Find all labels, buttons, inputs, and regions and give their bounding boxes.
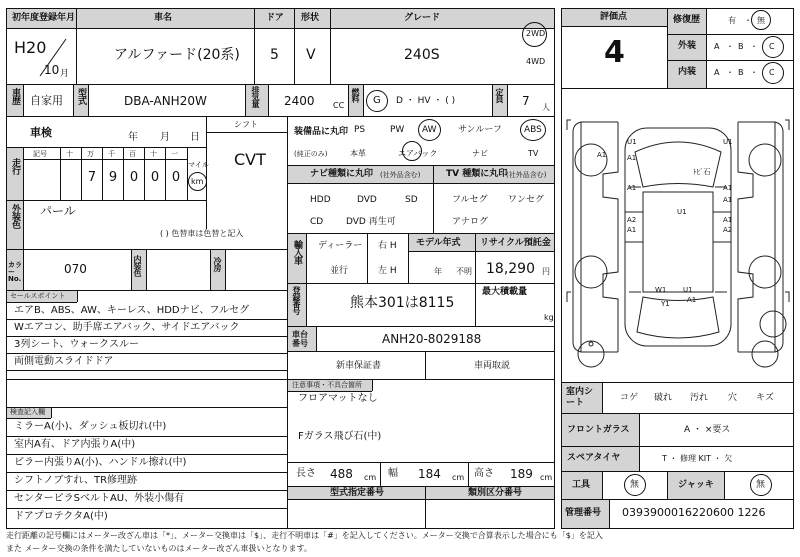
- damage-mark: U1: [683, 286, 693, 294]
- equip-item-tv: TV: [528, 149, 539, 158]
- import-rh: 右 H: [378, 241, 397, 251]
- interior-color-label: 内装色: [133, 255, 142, 276]
- notes-label: 注意事項・不具合箇所: [292, 381, 362, 389]
- first-reg-header: 初年度登録年月: [12, 13, 76, 23]
- tools-value: 無: [630, 480, 640, 490]
- damage-mark: A1: [687, 296, 697, 304]
- color-note: ( ) 色替車は色替と記入: [160, 229, 244, 238]
- ext-dot: ・: [726, 42, 734, 51]
- equip-item-leather: 本革: [350, 149, 366, 158]
- height-unit: cm: [540, 473, 553, 482]
- displacement-label: 排気量: [251, 86, 260, 107]
- int-a: A: [714, 68, 720, 77]
- height-value: 189: [510, 467, 533, 481]
- import-dealer: ディーラー: [318, 241, 363, 251]
- warranty-cert: 新車保証書: [336, 361, 382, 371]
- use-value: 自家用: [30, 94, 63, 107]
- interior-item: 穴: [728, 393, 738, 403]
- import-lh: 左 H: [378, 266, 397, 276]
- footer-note: また メーター交換の条件を満たしていないものはメーター改ざん車扱いとなります。: [6, 544, 312, 553]
- place-3: 百: [129, 150, 136, 158]
- spare-tire-label: スペアタイヤ: [567, 453, 621, 463]
- damage-mark: A1: [723, 184, 733, 192]
- nav-item-dvd-play: DVD 再生可: [346, 217, 396, 227]
- equip-item-navi: ナビ: [472, 149, 488, 158]
- front-glass-label: フロントガラス: [567, 425, 630, 435]
- length-value: 488: [330, 467, 353, 481]
- tv-title: TV 種類に丸印: [446, 169, 508, 179]
- shaken-label: 車検: [30, 126, 52, 139]
- equip-item-ps: PS: [354, 125, 366, 135]
- reg-month-unit: 月: [60, 69, 70, 79]
- damage-mark: U1: [723, 138, 733, 146]
- nav-sub: (社外品含む): [380, 171, 421, 179]
- recycle-label: リサイクル預託金: [480, 238, 551, 248]
- place-0: 十: [66, 150, 73, 158]
- jack-label: ジャッキ: [678, 480, 714, 490]
- model-year-unknown: 不明: [456, 267, 472, 276]
- car-name-value: アルファード(20系): [114, 47, 240, 63]
- sales-line: 3列シート、ウォークスルー: [14, 339, 139, 350]
- grade-value: 240S: [404, 47, 440, 63]
- drive-2wd: 2WD: [526, 29, 546, 38]
- shaken-month: 月: [160, 132, 170, 143]
- repair-label: 修復歴: [673, 15, 701, 25]
- mile-label: マイル: [188, 161, 209, 169]
- equip-sub: (純正のみ): [294, 150, 328, 158]
- sales-line: Wエアコン、助手席エアバック、サイドエアバック: [14, 322, 240, 333]
- equip-title: 装備品に丸印: [294, 127, 349, 137]
- mgmt-label: 管理番号: [565, 508, 602, 518]
- ext-b: B: [738, 42, 744, 51]
- height-label: 高さ: [474, 468, 494, 479]
- inspector-line: センターピラSベルトAU、外装小傷有: [14, 493, 185, 504]
- max-load-label: 最大積載量: [482, 287, 528, 297]
- mileage-digit: 0: [171, 170, 181, 185]
- equip-item-abs: ABS: [524, 125, 542, 135]
- sales-label: セールスポイント: [10, 292, 66, 300]
- class-number-label: 類別区分番号: [468, 488, 523, 498]
- cc-unit: CC: [333, 101, 345, 110]
- interior-seat-label: 室内シート: [566, 387, 594, 408]
- model-year-label: モデル年式: [416, 238, 461, 248]
- int-c: C: [769, 68, 775, 77]
- nav-item-hdd: HDD: [310, 195, 331, 205]
- spare-tire-options: T ・ 修理 KIT ・ 欠: [662, 454, 733, 463]
- capacity-unit: 人: [542, 103, 550, 112]
- reg-era: H20: [14, 38, 47, 57]
- damage-mark: U1: [627, 138, 637, 146]
- mileage-digit: 0: [129, 170, 139, 185]
- damage-mark: A1: [723, 196, 733, 204]
- ext-a: A: [714, 42, 720, 51]
- color-label: 外装色: [10, 204, 20, 228]
- tv-item-fullseg: フルセグ: [452, 195, 488, 205]
- use-label: 車歴: [10, 88, 20, 104]
- displacement-value: 2400: [284, 94, 315, 108]
- max-load-unit: kg: [544, 313, 554, 322]
- repair-option: 無: [757, 16, 765, 25]
- cool-label: 冷房: [213, 257, 222, 271]
- type-number-label: 型式指定番号: [330, 488, 385, 498]
- interior-item: 破れ: [654, 393, 673, 403]
- shaken-year: 年: [128, 132, 138, 143]
- interior-item: キズ: [756, 393, 774, 403]
- inspector-line: ピラー内張りA(小)、ハンドル擦れ(中): [14, 457, 187, 468]
- recycle-yen: 円: [542, 267, 550, 276]
- mileage-label: 走行: [10, 158, 20, 174]
- damage-mark: U1: [677, 208, 687, 216]
- tv-sub: (社外品含む): [506, 171, 547, 179]
- import-label: 輸入車: [292, 240, 302, 264]
- repair-option: ・: [744, 16, 752, 25]
- notes-line: Fガラス飛び石(中): [298, 431, 382, 442]
- fuel-other: D ・ HV ・ ( ): [396, 96, 456, 106]
- jack-value: 無: [756, 480, 766, 490]
- capacity-label: 定員: [495, 88, 504, 102]
- door-header: ドア: [266, 13, 284, 23]
- interior-item: コゲ: [620, 393, 639, 403]
- fuel-label: 燃料: [351, 88, 360, 102]
- color-code: 070: [64, 262, 87, 276]
- equip-item-airbag: エアバック: [398, 149, 438, 158]
- damage-mark: Y1: [661, 300, 670, 308]
- damage-mark: A2: [627, 216, 637, 224]
- shift-value: CVT: [234, 150, 266, 169]
- model-value: DBA-ANH20W: [124, 94, 207, 108]
- shape-header: 形状: [301, 13, 320, 23]
- notes-line: フロアマットなし: [298, 393, 378, 404]
- damage-mark: A1: [627, 184, 637, 192]
- chassis-label: 車台番号: [292, 330, 308, 348]
- drive-4wd: 4WD: [526, 57, 546, 66]
- damage-mark: A1: [627, 226, 637, 234]
- mgmt-value: 0393900016220600 1226: [622, 506, 766, 519]
- equip-item-aw: AW: [422, 125, 437, 135]
- tools-label: 工具: [572, 480, 591, 490]
- shift-label: シフト: [234, 120, 258, 129]
- color-value: パール: [40, 204, 76, 218]
- grade-header: グレード: [404, 13, 441, 23]
- damage-mark: W1: [655, 286, 667, 294]
- car-damage-diagram: [563, 92, 793, 382]
- shaken-day: 日: [190, 132, 200, 143]
- shape-value: V: [306, 47, 316, 63]
- inspector-line: 室内A有、ドア内張りA(中): [14, 439, 136, 450]
- plate-value: 熊本301は8115: [350, 295, 455, 311]
- fuel-g: G: [373, 95, 381, 106]
- damage-mark: A1: [597, 151, 607, 159]
- equip-item-sunroof: サンルーフ: [458, 125, 502, 135]
- recycle-value: 18,290: [486, 261, 535, 277]
- place-5: 一: [171, 150, 178, 158]
- door-value: 5: [270, 47, 279, 63]
- sales-line: 両側電動スライドドア: [14, 356, 114, 367]
- mileage-digit: 9: [108, 170, 118, 185]
- width-unit: cm: [452, 473, 465, 482]
- sales-line: エアB、ABS、AW、キーレス、HDDナビ、フルセグ: [14, 305, 250, 316]
- width-value: 184: [418, 467, 441, 481]
- plate-label: 登録番号: [292, 286, 301, 314]
- tv-item-analog: アナログ: [452, 217, 489, 227]
- place-1: 万: [87, 150, 94, 158]
- damage-mark: ﾄﾋﾞ石: [693, 168, 711, 176]
- inspector-line: シフトノブすれ、TR修理跡: [14, 475, 138, 486]
- footer-note: 走行距離の記号欄にはメーター改ざん車は「*」、メーター交換車は「$」、走行不明車は「#」を記入してください。メーター交換で合算表示した場合にも「$」を記入: [6, 531, 603, 540]
- mileage-digit: 0: [150, 170, 160, 185]
- length-unit: cm: [364, 473, 377, 482]
- car-name-header: 車名: [154, 13, 173, 23]
- int-dot: ・: [726, 68, 734, 77]
- capacity-value: 7: [522, 94, 530, 108]
- score-label: 評価点: [600, 12, 628, 22]
- inspector-line: ドアプロテクタA(中): [14, 511, 108, 522]
- model-label: 型式: [76, 88, 86, 104]
- ext-c: C: [769, 42, 775, 51]
- exterior-label: 外装: [678, 41, 697, 51]
- inspector-line: ミラーA(小)、ダッシュ板切れ(中): [14, 421, 167, 432]
- owner-manual: 車両取説: [474, 361, 511, 371]
- repair-option: 有: [728, 16, 736, 25]
- place-2: 千: [108, 150, 115, 158]
- damage-mark: A1: [723, 216, 733, 224]
- place-4: 十: [150, 150, 157, 158]
- color-code-label: カラーNo.: [8, 261, 22, 283]
- chassis-value: ANH20-8029188: [382, 332, 482, 346]
- ext-dot: ・: [750, 42, 758, 51]
- inspector-label: 検査記入欄: [10, 408, 45, 416]
- tv-item-oneseg: ワンセグ: [508, 195, 545, 205]
- mileage-digit: 7: [87, 170, 97, 185]
- int-dot: ・: [750, 68, 758, 77]
- km-label: km: [191, 177, 204, 186]
- model-year-unit: 年: [434, 267, 442, 276]
- equip-item-pw: PW: [390, 125, 405, 135]
- nav-title: ナビ種類に丸印: [310, 169, 374, 179]
- nav-item-cd: CD: [310, 217, 324, 227]
- width-label: 幅: [388, 468, 398, 479]
- int-b: B: [738, 68, 744, 77]
- nav-item-sd: SD: [405, 195, 418, 205]
- reg-month: 10: [44, 63, 60, 77]
- damage-mark: A2: [723, 226, 733, 234]
- length-label: 長さ: [296, 468, 316, 479]
- front-glass-options: A ・ ×要ス: [684, 425, 731, 435]
- interior-grade-label: 内装: [678, 67, 697, 77]
- import-parallel: 並行: [330, 266, 349, 276]
- score-value: 4: [604, 35, 625, 70]
- interior-item: 汚れ: [690, 393, 709, 403]
- damage-mark: A1: [627, 154, 637, 162]
- nav-item-dvd: DVD: [357, 195, 377, 205]
- mark-label: 記号: [33, 150, 47, 158]
